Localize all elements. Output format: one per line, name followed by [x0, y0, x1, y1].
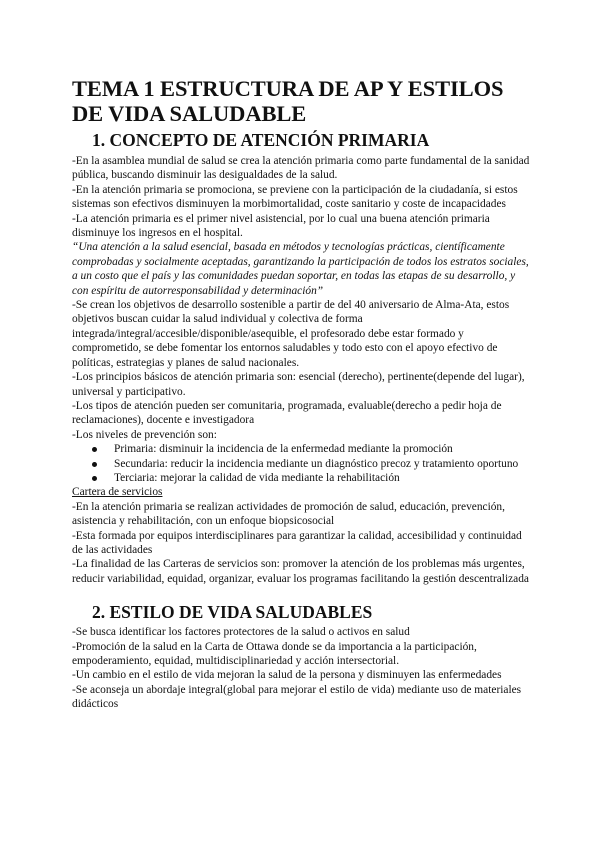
paragraph: -En la atención primaria se promociona, se previene con la participación de la ciudadanía, si estos sistemas son efectivos disminuyen la morbimortalidad, coste sanitario y coste de incapacidades: [72, 183, 518, 211]
paragraph: -La atención primaria es el primer nivel asistencial, por lo cual una buena atención primaria disminuye los ingresos en el hospital.: [72, 212, 490, 240]
paragraph: -Esta formada por equipos interdisciplinares para garantizar la calidad, accesibilidad y continuidad de las actividades: [72, 529, 522, 556]
document-page: [72, 72, 532, 712]
list-item-text: Terciaria: mejorar la calidad de vida mediante la rehabilitación: [114, 471, 400, 484]
list-item: [110, 457, 532, 471]
list-item-text: Secundaria: reducir la incidencia mediante un diagnóstico precoz y tratamiento oportuno: [114, 457, 519, 470]
paragraph: -Se aconseja un abordaje integral(global para mejorar el estilo de vida) mediante uso de materiales didácticos: [72, 683, 522, 711]
paragraph: -Se crean los objetivos de desarrollo sostenible a partir de del 40 aniversario de Alma-Ata, estos objetivos buscan cuidar la salud individual y colectiva de forma integrada/integral/accesible/disponible/asequible, el profesorado debe estar formado y comprometido, se debe fomentar los entornos saludables y todo esto con el apoyo efectivo de políticas, estrategias y planes de salud nacionales.: [72, 299, 510, 369]
document-title: TEMA 1 ESTRUCTURA DE AP Y ESTILOS DE VIDA SALUDABLE: [72, 76, 504, 126]
paragraph: -En la atención primaria se realizan actividades de promoción de salud, educación, prevención, asistencia y rehabilitación, con un enfoque biopsicosocial: [72, 500, 505, 528]
paragraph: -Los niveles de prevención son:: [72, 428, 217, 441]
section-heading-atencion-primaria: 1. CONCEPTO DE ATENCIÓN PRIMARIA: [92, 130, 430, 150]
bullet-icon: [92, 462, 97, 467]
prevention-levels-list: [72, 442, 532, 485]
list-item-text: Primaria: disminuir la incidencia de la enfermedad mediante la promoción: [114, 443, 453, 456]
paragraph: -Se busca identificar los factores protectores de la salud o activos en salud: [72, 626, 410, 639]
paragraph: -Promoción de la salud en la Carta de Ottawa donde se da importancia a la participación, empoderamiento, equidad, multidisciplinariedad y acción intersectorial.: [72, 640, 477, 667]
bullet-icon: [92, 447, 97, 452]
paragraph: -La finalidad de las Carteras de servicios son: promover la atención de los problemas más urgentes, reducir variabilidad, equidad, organizar, evaluar los programas facilitando la gestión descentralizada: [72, 558, 529, 585]
definition-quote: “Una atención a la salud esencial, basada en métodos y tecnologías prácticas, científicamente comprobadas y socialmente aceptadas, garantizando la participación de todos los estratos sociales, a un costo que el país y las comunidades puedan soportar, en todas las etapas de su desarrollo, y con espíritu de autorresponsabilidad y determinación”: [72, 241, 529, 297]
subheading-cartera-servicios: Cartera de servicios: [72, 486, 163, 499]
section-heading-estilo-vida: 2. ESTILO DE VIDA SALUDABLES: [92, 602, 373, 623]
paragraph: -Un cambio en el estilo de vida mejoran la salud de la persona y disminuyen las enfermedades: [72, 669, 502, 682]
bullet-icon: [92, 476, 97, 481]
paragraph: -Los principios básicos de atención primaria son: esencial (derecho), pertinente(depende del lugar), universal y participativo.: [72, 371, 525, 398]
paragraph: -Los tipos de atención pueden ser comunitaria, programada, evaluable(derecho a pedir hoja de reclamaciones), docente e investigadora: [72, 399, 502, 427]
list-item: [110, 442, 532, 456]
paragraph: -En la asamblea mundial de salud se crea la atención primaria como parte fundamental de la sanidad pública, buscando disminuir las desigualdades de la salud.: [72, 155, 530, 182]
list-item: [110, 471, 532, 485]
